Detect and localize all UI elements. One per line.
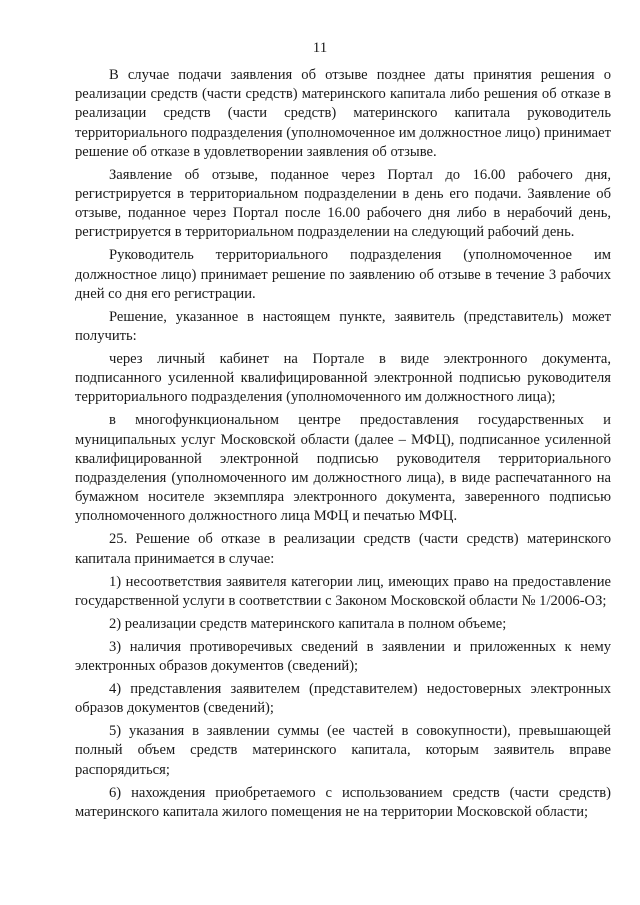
paragraph-decision-receipt: Решение, указанное в настоящем пункте, заявитель (представитель) может получить: xyxy=(75,308,611,345)
paragraph-mfc: в многофункциональном центре предоставления государственных и муниципальных услуг Московской области (далее – МФЦ), подписанное усиленной квалифицированной электронной подписью руководителя территориального подразделения (уполномоченного им должностного лица), в виде распечатанного на бумажном носителе экземпляра электронного документа, заверенного подписью уполномоченного должностного лица МФЦ и печатью МФЦ. xyxy=(75,412,611,525)
list-item-1: 1) несоответствия заявителя категории лиц, имеющих право на предоставление государственной услуги в соответствии с Законом Московской области № 1/2006-ОЗ; xyxy=(75,573,611,609)
list-item-6: 6) нахождения приобретаемого с использованием средств (части средств) материнского капитала жилого помещения не на территории Московской области; xyxy=(75,784,611,820)
list-item-2: 2) реализации средств материнского капитала в полном объеме; xyxy=(109,615,507,632)
page-number: 11 xyxy=(312,40,328,56)
document-body xyxy=(75,66,611,826)
list-item-5: 5) указания в заявлении суммы (ее частей в совокупности), превышающей полный объем средств материнского капитала, которым заявитель вправе распорядиться; xyxy=(75,723,611,778)
paragraph-registration-time: Заявление об отзыве, поданное через Портал до 16.00 рабочего дня, регистрируется в территориальном подразделении в день его подачи. Заявление об отзыве, поданное через Портал после 16.00 рабочего дня либо в нерабочий день, регистрируется в территориальном подразделении на следующий рабочий день. xyxy=(75,166,611,241)
list-item-4: 4) представления заявителем (представителем) недостоверных электронных образов документов (сведений); xyxy=(75,681,611,717)
paragraph-clause-25: 25. Решение об отказе в реализации средств (части средств) материнского капитала принимается в случае: xyxy=(75,531,611,567)
paragraph-withdrawal-late: В случае подачи заявления об отзыве позднее даты принятия решения о реализации средств (части средств) материнского капитала либо решения об отказе в реализации средств (части средств) материнского капитала руководитель территориального подразделения (уполномоченное им должностное лицо) принимает решение об отказе в удовлетворении заявления об отзыве. xyxy=(75,67,611,160)
list-item-3: 3) наличия противоречивых сведений в заявлении и приложенных к нему электронных образов документов (сведений); xyxy=(75,638,611,675)
paragraph-decision-term: Руководитель территориального подразделения (уполномоченное им должностное лицо) принимает решение по заявлению об отзыве в течение 3 рабочих дней со дня его регистрации. xyxy=(75,247,611,302)
paragraph-portal-cabinet: через личный кабинет на Портале в виде электронного документа, подписанного усиленной квалифицированной электронной подписью руководителя территориального подразделения (уполномоченного им должностного лица); xyxy=(75,351,611,406)
